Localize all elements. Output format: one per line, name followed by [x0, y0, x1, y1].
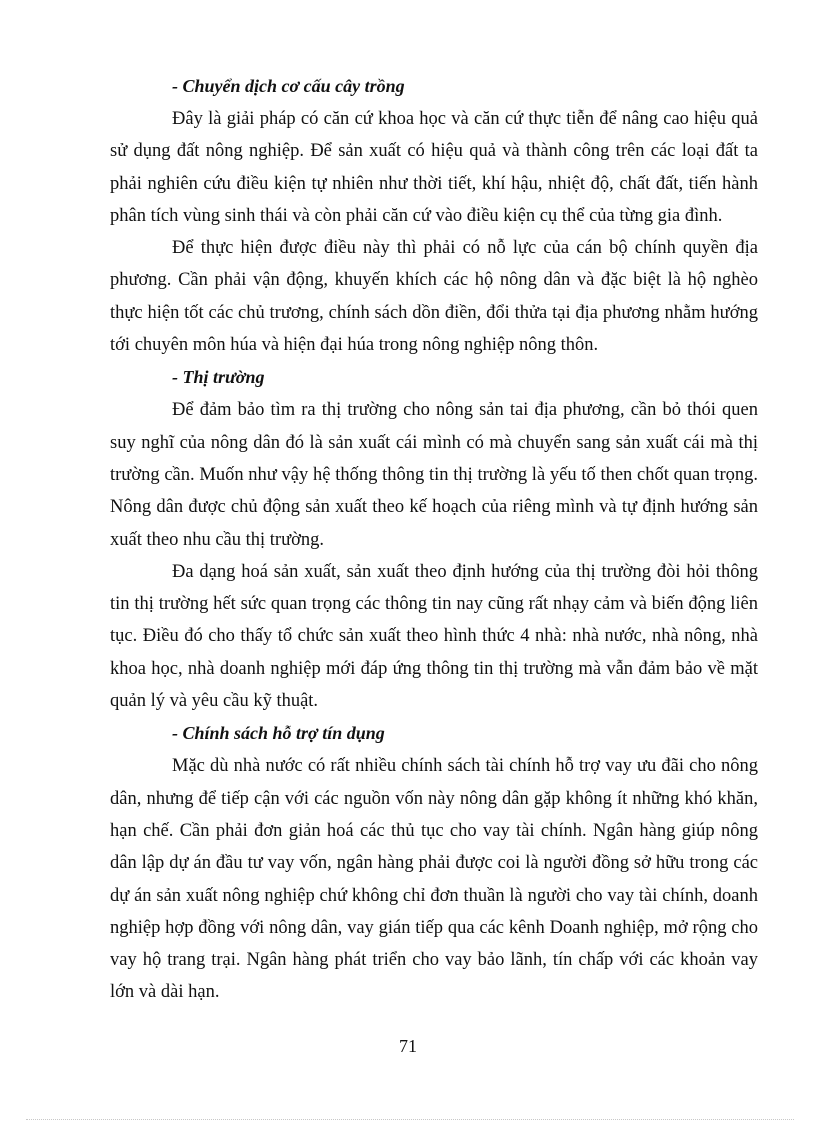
paragraph: Đây là giải pháp có căn cứ khoa học và căn cứ thực tiễn để nâng cao hiệu quả sử dụng đất nông nghiệp. Để sản xuất có hiệu quả và thành công trên các loại đất ta phải nghiên cứu điều kiện tự nhiên như thời tiết, khí hậu, nhiệt độ, chất đất, tiến hành phân tích vùng sinh thái và còn phải căn cứ vào điều kiện cụ thể của từng gia đình.	[110, 109, 758, 226]
document-page	[110, 70, 758, 1009]
paragraph: Để đảm bảo tìm ra thị trường cho nông sản tai địa phương, cần bỏ thói quen suy nghĩ của nông dân đó là sản xuất cái mình có mà chuyển sang sản xuất cái mà thị trường cần. Muốn như vậy hệ thống thông tin thị trường là yếu tố then chốt quan trọng. Nông dân được chủ động sản xuất theo kế hoạch của riêng mình và tự định hướng sản xuất theo nhu cầu thị trường.	[110, 400, 758, 550]
section-heading: - Chính sách hỗ trợ tín dụng	[172, 723, 385, 744]
page-bottom-divider	[26, 1119, 794, 1120]
paragraph: Mặc dù nhà nước có rất nhiều chính sách tài chính hỗ trợ vay ưu đãi cho nông dân, nhưng để tiếp cận với các nguồn vốn này nông dân gặp không ít những khó khăn, hạn chế. Cần phải đơn giản hoá các thủ tục cho vay tài chính. Ngân hàng giúp nông dân lập dự án đầu tư vay vốn, ngân hàng phải được coi là người đồng sở hữu trong các dự án sản xuất nông nghiệp chứ không chỉ đơn thuần là người cho vay tài chính, doanh nghiệp hợp đồng với nông dân, vay gián tiếp qua các kênh Doanh nghiệp, mở rộng cho vay hộ trang trại. Ngân hàng phát triển cho vay bảo lãnh, tín chấp với các khoản vay lớn và dài hạn.	[110, 756, 758, 1003]
paragraph: Đa dạng hoá sản xuất, sản xuất theo định hướng của thị trường đòi hỏi thông tin thị trường hết sức quan trọng các thông tin nay cũng rất nhạy cảm và biến động liên tục. Điều đó cho thấy tổ chức sản xuất theo hình thức 4 nhà: nhà nước, nhà nông, nhà khoa học, nhà doanh nghiệp mới đáp ứng thông tin thị trường mà vẫn đảm bảo về mặt quản lý và yêu cầu kỹ thuật.	[110, 561, 758, 712]
paragraph: Để thực hiện được điều này thì phải có nỗ lực của cán bộ chính quyền địa phương. Cần phải vận động, khuyến khích các hộ nông dân và đặc biệt là hộ nghèo thực hiện tốt các chủ trương, chính sách dồn điền, đổi thửa tại địa phương nhằm hướng tới chuyên môn húa và hiện đại húa trong nông nghiệp nông thôn.	[110, 238, 758, 356]
section-heading: - Thị trường	[172, 367, 265, 388]
page-number: 71	[399, 1036, 417, 1056]
section-crop-restructuring	[110, 70, 758, 361]
section-heading: - Chuyển dịch cơ cấu cây trồng	[172, 76, 405, 96]
section-credit-policy	[110, 717, 758, 1008]
section-market	[110, 361, 758, 717]
